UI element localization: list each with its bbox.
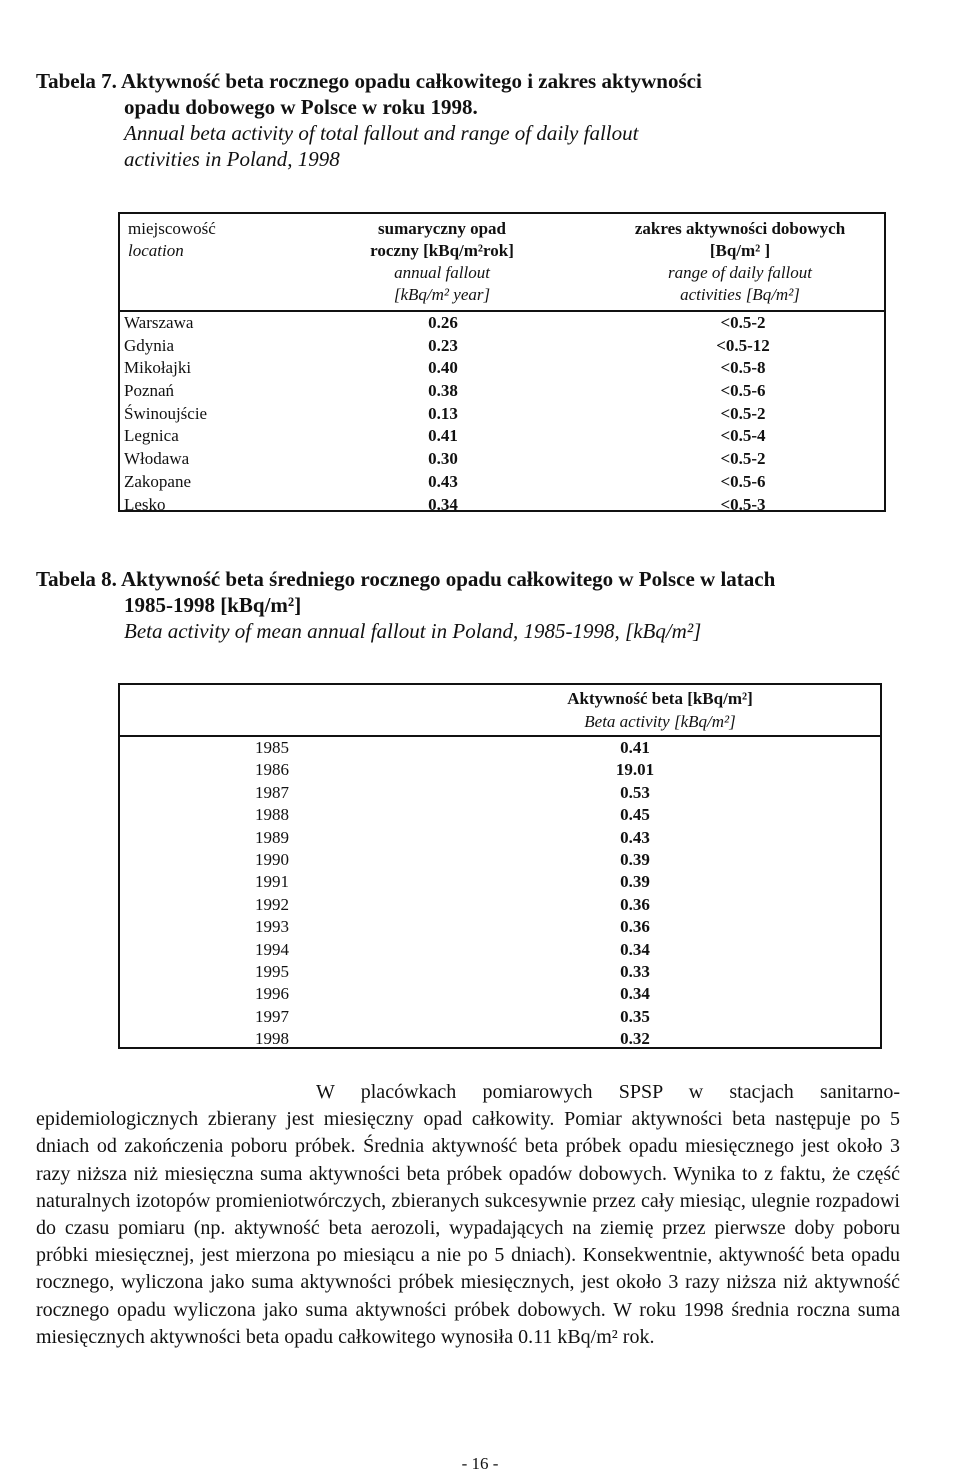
table-row <box>120 737 880 759</box>
header-location-pl: miejscowość <box>128 219 216 238</box>
location-cell: Lesko <box>124 494 166 514</box>
table-row <box>120 335 884 358</box>
table7-header-annual <box>332 218 552 306</box>
year-cell: 1993 <box>255 917 289 937</box>
header-range-pl-2: [Bq/m² ] <box>709 241 771 260</box>
year-cell: 1985 <box>255 738 289 757</box>
table-row <box>120 494 884 517</box>
header-activity-en: Beta activity [kBq/m²] <box>584 712 736 731</box>
table-row <box>120 357 884 380</box>
header-annual-en-2: [kBq/m² year] <box>393 285 491 304</box>
annual-cell: 0.43 <box>428 471 458 491</box>
header-range-en-2: activities [Bq/m²] <box>680 285 800 304</box>
table8 <box>118 683 882 1049</box>
table-row <box>120 782 880 804</box>
table-row <box>120 983 880 1005</box>
table7-title-polish-line1: Tabela 7. Aktywność beta rocznego opadu całkowitego i zakres aktywności <box>36 69 702 93</box>
activity-cell: 19.01 <box>615 760 655 780</box>
year-cell: 1992 <box>255 894 289 914</box>
table7-title-english-line1: Annual beta activity of total fallout and range of daily fallout <box>124 121 639 145</box>
activity-cell: 0.53 <box>620 782 650 802</box>
table-row <box>120 939 880 961</box>
table-row <box>120 471 884 494</box>
year-cell: 1995 <box>255 961 289 981</box>
table8-title-polish-line1: Tabela 8. Aktywność beta średniego rocznego opadu całkowitego w Polsce w latach <box>36 567 776 591</box>
annual-cell: 0.23 <box>428 335 458 355</box>
year-cell: 1998 <box>255 1029 289 1049</box>
activity-cell: 0.32 <box>620 1029 650 1049</box>
activity-cell: 0.35 <box>620 1006 650 1026</box>
activity-cell: 0.36 <box>620 894 650 914</box>
location-cell: Poznań <box>124 381 175 401</box>
header-annual-pl-1: sumaryczny opad <box>378 219 506 238</box>
location-cell: Zakopane <box>124 471 192 491</box>
header-activity-pl: Aktywność beta [kBq/m²] <box>567 689 753 708</box>
table-row <box>120 916 880 938</box>
table7-title-polish-line2: opadu dobowego w Polsce w roku 1998. <box>124 95 478 119</box>
table-row <box>120 1006 880 1028</box>
header-range-en-1: range of daily fallout <box>667 263 813 282</box>
range-cell: <0.5-2 <box>720 449 766 469</box>
table7 <box>118 212 886 512</box>
annual-cell: 0.30 <box>428 449 458 469</box>
activity-cell: 0.39 <box>620 849 650 869</box>
table-row <box>120 827 880 849</box>
table8-title-english-line1: Beta activity of mean annual fallout in Poland, 1985-1998, [kBq/m²] <box>124 619 702 643</box>
year-cell: 1989 <box>255 827 289 847</box>
year-cell: 1991 <box>255 872 289 892</box>
location-cell: Gdynia <box>124 335 175 355</box>
table-row <box>120 961 880 983</box>
table8-header-activity <box>500 687 820 733</box>
annual-cell: 0.38 <box>428 381 458 401</box>
year-cell: 1988 <box>255 805 289 825</box>
table7-header-location <box>128 218 258 262</box>
activity-cell: 0.36 <box>620 917 650 937</box>
table-row <box>120 894 880 916</box>
table-row <box>120 804 880 826</box>
table-row <box>120 425 884 448</box>
range-cell: <0.5-8 <box>720 358 766 378</box>
location-cell: Warszawa <box>124 313 194 332</box>
activity-cell: 0.43 <box>620 827 650 847</box>
activity-cell: 0.34 <box>620 984 650 1004</box>
annual-cell: 0.26 <box>428 313 458 332</box>
table8-caption <box>36 566 936 644</box>
year-cell: 1986 <box>255 760 289 780</box>
annual-cell: 0.40 <box>428 358 458 378</box>
table7-title-english-line2: activities in Poland, 1998 <box>124 147 340 171</box>
range-cell: <0.5-4 <box>720 426 766 446</box>
page-number: - 16 - <box>461 1454 499 1473</box>
table-row <box>120 1028 880 1050</box>
year-cell: 1990 <box>255 849 289 869</box>
header-annual-en-1: annual fallout <box>394 263 490 282</box>
body-paragraph: W placówkach pomiarowych SPSP w stacjach sanitarno-epidemiologicznych zbierany jest miesięczny opad całkowity. Pomiar aktywności beta następuje po 5 dniach od zakończenia poboru próbek. Średnia aktywność beta próbek opadu miesięcznego jest około 3 razy niższa niż miesięczna suma aktywności beta próbek opadów dobowych. Wynika to z faktu, że część naturalnych izotopów promieniotwórczych, zbieranych sukcesywnie przez cały miesiąc, ulegnie rozpadowi do czasu pomiaru (np. aktywność beta aerozoli, wypadających na ziemię przez pierwsze doby poboru próbki miesięcznej, jest mierzona po miesiącu a nie po 5 dniach). Konsekwentnie, aktywność beta opadu rocznego, wyliczona jako suma aktywności próbek miesięcznych, jest około 3 razy niższa niż aktywność rocznego opadu wyliczona jako suma aktywności próbek dobowych. W roku 1998 średnia roczna suma miesięcznych aktywności beta opadu całkowitego wynosiła 0.11 kBq/m² rok. <box>36 1081 900 1348</box>
annual-cell: 0.34 <box>428 494 458 514</box>
location-cell: Mikołajki <box>124 358 192 378</box>
range-cell: <0.5-6 <box>720 381 766 401</box>
activity-cell: 0.33 <box>620 961 650 981</box>
table-row <box>120 849 880 871</box>
table-row <box>120 759 880 781</box>
activity-cell: 0.45 <box>620 805 650 825</box>
year-cell: 1994 <box>255 939 289 959</box>
range-cell: <0.5-3 <box>720 494 766 514</box>
activity-cell: 0.41 <box>620 738 650 757</box>
activity-cell: 0.39 <box>620 872 650 892</box>
table-row <box>120 312 884 335</box>
location-cell: Świnoujście <box>124 403 208 423</box>
table-row <box>120 380 884 403</box>
header-location-en: location <box>128 241 184 260</box>
activity-cell: 0.34 <box>620 939 650 959</box>
table7-caption <box>36 68 916 172</box>
table-row <box>120 871 880 893</box>
table7-header-range <box>600 218 880 306</box>
range-cell: <0.5-2 <box>720 403 766 423</box>
year-cell: 1997 <box>255 1006 289 1026</box>
year-cell: 1987 <box>255 782 289 802</box>
year-cell: 1996 <box>255 984 289 1004</box>
annual-cell: 0.13 <box>428 403 458 423</box>
range-cell: <0.5-6 <box>720 471 766 491</box>
table-row <box>120 448 884 471</box>
table8-title-polish-line2: 1985-1998 [kBq/m²] <box>124 593 302 617</box>
table7-body <box>120 312 884 516</box>
range-cell: <0.5-2 <box>720 313 766 332</box>
table-row <box>120 403 884 426</box>
header-annual-pl-2: roczny [kBq/m²rok] <box>370 241 514 260</box>
header-range-pl-1: zakres aktywności dobowych <box>634 219 846 238</box>
annual-cell: 0.41 <box>428 426 458 446</box>
range-cell: <0.5-12 <box>716 335 770 355</box>
location-cell: Legnica <box>124 426 179 446</box>
table8-body <box>120 737 880 1050</box>
location-cell: Włodawa <box>124 449 190 469</box>
